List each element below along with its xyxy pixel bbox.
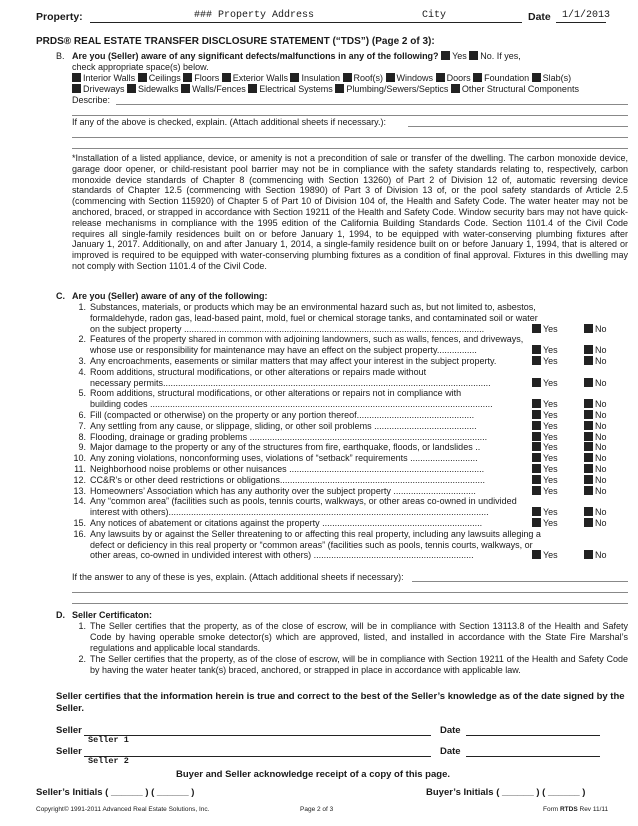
seller-label: Seller xyxy=(56,725,82,736)
yes-checkbox[interactable] xyxy=(532,453,541,462)
yes-no-group xyxy=(532,486,628,497)
no-label: No xyxy=(595,550,607,561)
yes-checkbox[interactable] xyxy=(441,51,450,60)
question-number: 3. xyxy=(78,356,86,366)
yes-option[interactable] xyxy=(532,475,558,486)
no-label: No xyxy=(595,474,607,485)
yes-label: Yes xyxy=(543,420,558,431)
copyright: Copyright© 1991-2011 Advanced Real Estate Solutions, Inc. xyxy=(36,806,210,813)
question-row xyxy=(72,367,628,389)
yes-checkbox[interactable] xyxy=(532,410,541,419)
question-text: Any lawsuits by or against the Seller threatening to or affecting this real property, including any lawsuits alleging a xyxy=(90,528,541,539)
certification-item xyxy=(72,621,628,653)
item-text: The Seller certifies that the property, as of the close of escrow, will be in compliance with Section 13113.8 of the Health and Safety Code by having operable smoke detector(s) which are approved, listed, and installed in accordance with the State Fire Marshal’s regulations and applicable local standards. xyxy=(90,621,628,653)
no-label: No xyxy=(595,431,607,442)
yes-label: Yes xyxy=(543,485,558,496)
explain-label: If any of the above is checked, explain. (Attach additional sheets if necessary.): xyxy=(72,117,387,127)
explain-line[interactable] xyxy=(72,592,628,593)
yes-no-group xyxy=(532,432,628,443)
item-label: Windows xyxy=(396,73,434,83)
question-text: Major damage to the property or any of the structures from fire, earthquake, floods, or landslides .. xyxy=(90,442,481,453)
question-number: 1. xyxy=(78,302,86,312)
property-line xyxy=(90,22,522,23)
date-label: Date xyxy=(440,725,461,736)
yes-option[interactable] xyxy=(532,399,558,410)
question-row xyxy=(72,334,628,356)
item-label: Insulation xyxy=(301,73,340,83)
question-text: Homeowners’ Association which has any authority over the subject property ................................. xyxy=(90,485,476,496)
buyer-initials[interactable]: Buyer’s Initials ( ______ ) ( ______ ) xyxy=(426,787,586,798)
form-id xyxy=(543,806,608,813)
no-label: No xyxy=(595,410,607,420)
no-checkbox[interactable] xyxy=(584,324,593,333)
item-label: Floors xyxy=(194,73,220,83)
yes-option[interactable] xyxy=(532,464,558,475)
checkbox[interactable] xyxy=(72,84,81,93)
property-address[interactable]: ### Property Address xyxy=(194,10,315,21)
explain-line[interactable] xyxy=(72,137,628,138)
checkbox[interactable] xyxy=(183,73,192,82)
checkbox[interactable] xyxy=(451,84,460,93)
yes-no-group xyxy=(532,518,628,529)
seller-2-date-line[interactable] xyxy=(466,756,600,757)
no-label: No xyxy=(595,453,607,464)
question-text: necessary permits................................................................................................................................... xyxy=(90,377,491,388)
no-checkbox[interactable] xyxy=(584,356,593,365)
question-row xyxy=(72,518,628,529)
yes-checkbox[interactable] xyxy=(532,518,541,527)
question-text: on the subject property ........................................................................................................................ xyxy=(90,323,485,334)
section-c-heading: Are you (Seller) aware of any of the following: xyxy=(72,291,268,301)
checkbox[interactable] xyxy=(335,84,344,93)
yes-checkbox[interactable] xyxy=(532,486,541,495)
no-option[interactable] xyxy=(584,453,607,464)
yes-no-group xyxy=(532,421,628,432)
item-label: Other Structural Components xyxy=(461,84,579,94)
date-value[interactable]: 1/1/2013 xyxy=(562,10,611,21)
seller-1-name: Seller 1 xyxy=(88,735,129,745)
item-label: Exterior Walls xyxy=(232,73,288,83)
yes-label: Yes xyxy=(543,518,558,528)
yes-no-group xyxy=(532,550,628,561)
question-number: 5. xyxy=(78,388,86,399)
item-label: Slab(s) xyxy=(542,73,572,83)
question-number: 2. xyxy=(78,334,86,345)
no-label: No xyxy=(595,323,607,334)
no-checkbox[interactable] xyxy=(584,550,593,559)
question-number: 12. xyxy=(73,474,86,485)
question-number: 11. xyxy=(74,464,86,474)
question-row xyxy=(72,432,628,443)
question-text: building codes ......................................................................................................................................... xyxy=(90,399,493,410)
yes-option[interactable] xyxy=(532,356,558,367)
no-option[interactable] xyxy=(584,486,607,497)
question-row xyxy=(72,453,628,464)
explain-line[interactable] xyxy=(412,581,628,582)
seller-label: Seller xyxy=(56,746,82,757)
checkbox[interactable] xyxy=(138,73,147,82)
section-c-letter: C. xyxy=(56,291,65,301)
question-number: 6. xyxy=(78,410,86,420)
question-row xyxy=(72,302,628,334)
no-label: No. If yes, xyxy=(480,51,521,61)
yes-label: Yes xyxy=(543,356,558,366)
no-checkbox[interactable] xyxy=(584,345,593,354)
certification-item xyxy=(72,654,628,686)
yes-checkbox[interactable] xyxy=(532,399,541,408)
item-label: Foundation xyxy=(484,73,530,83)
yes-no-group xyxy=(532,399,628,410)
question-text: interest with others)................................................................................................................................ xyxy=(90,507,489,518)
yes-checkbox[interactable] xyxy=(532,421,541,430)
yes-checkbox[interactable] xyxy=(532,550,541,559)
item-text: The Seller certifies that the property, as of the close of escrow, will be in compliance with Section 19211 of the Health and Safety Code by having the water heater tank(s) braced, anchored, or strapped in place in accordance with applicable law. xyxy=(90,654,628,675)
section-d-heading: Seller Certificaton: xyxy=(72,610,153,620)
date-line xyxy=(556,22,606,23)
yes-no-group xyxy=(532,378,628,389)
no-option[interactable] xyxy=(584,345,607,356)
seller-2-name: Seller 2 xyxy=(88,756,129,766)
checkbox[interactable] xyxy=(473,73,482,82)
question-text: whose use or responsibility for maintenance may have an effect on the subject property................ xyxy=(90,345,477,356)
no-option[interactable] xyxy=(584,518,607,529)
yes-no-group xyxy=(532,345,628,356)
question-text: Any notices of abatement or citations against the property ................................................................ xyxy=(90,518,483,528)
question-text: Fill (compacted or otherwise) on the property or any portion thereof............................................... xyxy=(90,410,475,420)
yes-option[interactable] xyxy=(532,378,558,389)
yes-label: Yes xyxy=(543,345,558,356)
no-option[interactable] xyxy=(584,507,607,518)
item-label: Electrical Systems xyxy=(259,84,333,94)
no-checkbox[interactable] xyxy=(584,399,593,408)
item-number: 1. xyxy=(78,621,86,631)
yes-option[interactable] xyxy=(532,550,558,561)
question-text: Any settling from any cause, or slippage, sliding, or other soil problems ......................................... xyxy=(90,420,477,431)
no-checkbox[interactable] xyxy=(584,507,593,516)
checkbox[interactable] xyxy=(436,73,445,82)
yes-option[interactable] xyxy=(532,507,558,518)
no-checkbox[interactable] xyxy=(584,442,593,451)
section-b-question xyxy=(72,51,628,62)
no-label: No xyxy=(595,485,607,496)
no-label: No xyxy=(595,420,607,431)
yes-option[interactable] xyxy=(532,486,558,497)
no-checkbox[interactable] xyxy=(584,453,593,462)
question-row xyxy=(72,529,628,561)
question-text: Room additions, structural modifications, or other alterations or repairs not in compliance with xyxy=(90,388,462,399)
checkbox[interactable] xyxy=(222,73,231,82)
no-option[interactable] xyxy=(584,432,607,443)
yes-no-group xyxy=(532,464,628,475)
yes-checkbox[interactable] xyxy=(532,432,541,441)
question-text: CC&R’s or other deed restrictions or obligations.................................................................................. xyxy=(90,474,485,485)
question-row xyxy=(72,388,628,410)
question-text: Neighborhood noise problems or other nuisances .............................................................................. xyxy=(90,464,485,474)
property-label: Property: xyxy=(36,11,83,23)
question-number: 10. xyxy=(73,453,86,464)
yes-checkbox[interactable] xyxy=(532,475,541,484)
question-row xyxy=(72,410,628,421)
no-checkbox[interactable] xyxy=(584,410,593,419)
no-label: No xyxy=(595,399,607,410)
question-text: Room additions, structural modifications, or other alterations or repairs made without xyxy=(90,366,427,377)
yes-label: Yes xyxy=(543,474,558,485)
no-option[interactable] xyxy=(584,324,607,335)
no-option[interactable] xyxy=(584,464,607,475)
seller-1-date-line[interactable] xyxy=(466,735,600,736)
no-label: No xyxy=(595,507,607,518)
yes-no-group xyxy=(532,475,628,486)
checkbox[interactable] xyxy=(532,73,541,82)
checkbox[interactable] xyxy=(181,84,190,93)
question-text: Any encroachments, easements or similar matters that may affect your interest in the subject property. xyxy=(90,356,497,366)
item-label: Ceilings xyxy=(148,73,181,83)
question-number: 13. xyxy=(73,485,86,496)
yes-label: Yes xyxy=(543,410,558,420)
yes-label: Yes xyxy=(543,442,558,453)
no-label: No xyxy=(595,356,607,366)
question-row xyxy=(72,486,628,497)
check-line: check appropriate space(s) below. xyxy=(72,62,209,72)
no-checkbox[interactable] xyxy=(584,464,593,473)
question-number: 8. xyxy=(78,431,86,442)
question-row xyxy=(72,464,628,475)
item-label: Plumbing/Sewers/Septics xyxy=(346,84,449,94)
no-option[interactable] xyxy=(584,356,607,367)
question-row xyxy=(72,421,628,432)
no-option[interactable] xyxy=(584,475,607,486)
no-option[interactable] xyxy=(584,399,607,410)
item-number: 2. xyxy=(78,654,86,664)
question-number: 16. xyxy=(73,528,86,539)
no-checkbox[interactable] xyxy=(584,486,593,495)
question-text: Any zoning violations, nonconforming uses, violations of “setback” requirements ........................... xyxy=(90,453,478,464)
no-checkbox[interactable] xyxy=(584,475,593,484)
date-label: Date xyxy=(440,746,461,757)
form-prefix: Form xyxy=(543,806,559,813)
item-label: Interior Walls xyxy=(83,73,136,83)
items-line-2 xyxy=(72,84,628,95)
checkbox[interactable] xyxy=(127,84,136,93)
question-text: Any “common area” (facilities such as pools, tennis courts, walkways, or other areas co-owned in undivided xyxy=(90,496,517,507)
no-checkbox[interactable] xyxy=(584,378,593,387)
yes-label: Yes xyxy=(543,453,558,464)
checkbox[interactable] xyxy=(290,73,299,82)
yes-no-group xyxy=(532,507,628,518)
seller-2-signature-line[interactable] xyxy=(84,756,431,757)
seller-certification: Seller certifies that the information herein is true and correct to the best of the Seller’s knowledge as of the date signed by the Seller. xyxy=(56,691,625,714)
installation-footnote: *Installation of a listed appliance, device, or amenity is not a precondition of sale or transfer of the dwelling. The carbon monoxide device, garage door opener, or child-resistant pool barrier may not be in compliance with the safety standards relating to, respectively, carbon monoxide device standards of Chapter 8 (commencing with Section 13260) of Part 2 of Division 12 of, automatic reversing device standards of Chapter 12.5 (commencing with Section 19890) of Part 3 of Division 13 of, or the pool safety standards of Article 2.5 (commencing with Section 115920) of Chapter 5 of Part 10 of Division 104 of, the Health and Safety Code. The water heater may not be anchored, braced, or strapped in accordance with Section 19211 of the Health and Safety Code. Window security bars may not have quick-release mechanisms in compliance with the 1995 edition of the California Building Standards Code. Section 1101.4 of the Civil Code requires all single-family residences built on or before January 1, 1994, to be equipped with water-conserving plumbing fixtures after January 1, 2017. Additionally, on and after January 1, 2014, a single-family residence built on or before January 1, 1994, that is altered or improved is required to be equipped with water-conserving plumbing fixtures as a condition of final approval. Fixtures in this dwelling may not comply with Section 1101.4 of the Civil Code. xyxy=(72,153,628,271)
form-revision: Rev 11/11 xyxy=(579,806,609,813)
item-label: Sidewalks xyxy=(138,84,179,94)
describe-line[interactable] xyxy=(116,104,628,105)
property-city[interactable]: City xyxy=(422,10,447,21)
yes-no-group xyxy=(532,442,628,453)
yes-option[interactable] xyxy=(532,432,558,443)
explain-line[interactable] xyxy=(408,126,628,127)
no-option[interactable] xyxy=(584,378,607,389)
question-text: formaldehyde, radon gas, lead-based paint, mold, fuel or chemical storage tanks, and contaminated soil or water xyxy=(90,312,538,323)
checkbox[interactable] xyxy=(248,84,257,93)
yes-no-group xyxy=(532,453,628,464)
section-c-explain-label: If the answer to any of these is yes, explain. (Attach additional sheets if necessary): xyxy=(72,572,404,582)
no-checkbox[interactable] xyxy=(469,51,478,60)
yes-label: Yes xyxy=(543,431,558,442)
yes-option[interactable] xyxy=(532,410,558,421)
no-checkbox[interactable] xyxy=(584,518,593,527)
question-row xyxy=(72,356,628,367)
question-row xyxy=(72,442,628,453)
yes-option[interactable] xyxy=(532,345,558,356)
items-line-1 xyxy=(72,73,628,84)
yes-label: Yes xyxy=(543,323,558,334)
no-option[interactable] xyxy=(584,550,607,561)
explain-line[interactable] xyxy=(72,603,628,604)
no-option[interactable] xyxy=(584,442,607,453)
item-label: Driveways xyxy=(83,84,125,94)
question-number: 4. xyxy=(78,366,86,377)
yes-checkbox[interactable] xyxy=(532,507,541,516)
no-label: No xyxy=(595,464,607,474)
item-label: Doors xyxy=(446,73,471,83)
page-title: PRDS® REAL ESTATE TRANSFER DISCLOSURE STATEMENT (“TDS”) (Page 2 of 3): xyxy=(36,36,435,47)
no-checkbox[interactable] xyxy=(584,432,593,441)
yes-option[interactable] xyxy=(532,421,558,432)
page-number: Page 2 of 3 xyxy=(300,806,334,813)
yes-no-group xyxy=(532,410,628,421)
question-number: 9. xyxy=(78,442,86,453)
yes-checkbox[interactable] xyxy=(532,378,541,387)
question-text: defect or deficiency in this real property or “common areas” (facilities such as pools, tennis courts, walkways, or xyxy=(90,539,533,550)
section-d-letter: D. xyxy=(56,610,65,620)
no-checkbox[interactable] xyxy=(584,421,593,430)
no-option[interactable] xyxy=(584,410,607,421)
question-text: Features of the property shared in common with adjoining landowners, such as walls, fences, and driveways, xyxy=(90,334,524,345)
yes-option[interactable] xyxy=(532,324,558,335)
describe-line[interactable] xyxy=(72,115,628,116)
yes-checkbox[interactable] xyxy=(532,356,541,365)
question-number: 7. xyxy=(78,420,86,431)
no-label: No xyxy=(595,345,607,356)
describe-label: Describe: xyxy=(72,95,111,105)
section-b-question-text: Are you (Seller) aware of any significant defects/malfunctions in any of the following? xyxy=(72,51,439,61)
question-text: Substances, materials, or products which may be an environmental hazard such as, but not limited to, asbestos, xyxy=(90,302,536,312)
question-row xyxy=(72,496,628,518)
yes-checkbox[interactable] xyxy=(532,464,541,473)
checkbox[interactable] xyxy=(386,73,395,82)
question-text: Flooding, drainage or grading problems ............................................................................................... xyxy=(90,431,488,442)
yes-label: Yes xyxy=(543,377,558,388)
seller-initials[interactable]: Seller’s Initials ( ______ ) ( ______ ) xyxy=(36,787,195,798)
checkbox[interactable] xyxy=(72,73,81,82)
yes-label: Yes xyxy=(452,51,467,61)
yes-label: Yes xyxy=(543,399,558,410)
question-text: other areas, co-owned in undivided interest with others) ................................................................ xyxy=(90,550,474,561)
item-label: Roof(s) xyxy=(353,73,384,83)
date-label: Date xyxy=(528,11,551,23)
question-number: 15. xyxy=(73,518,86,528)
no-label: No xyxy=(595,377,607,388)
seller-1-signature-line[interactable] xyxy=(84,735,431,736)
yes-label: Yes xyxy=(543,550,558,561)
no-option[interactable] xyxy=(584,421,607,432)
explain-line[interactable] xyxy=(72,148,628,149)
question-number: 14. xyxy=(73,496,86,507)
yes-option[interactable] xyxy=(532,453,558,464)
yes-no-group xyxy=(532,356,628,367)
yes-option[interactable] xyxy=(532,518,558,529)
form-code: RTDS xyxy=(559,806,578,813)
yes-no-group xyxy=(532,324,628,335)
question-row xyxy=(72,475,628,486)
no-label: No xyxy=(595,442,607,453)
yes-option[interactable] xyxy=(532,442,558,453)
item-label: Walls/Fences xyxy=(192,84,246,94)
checkbox[interactable] xyxy=(343,73,352,82)
yes-checkbox[interactable] xyxy=(532,345,541,354)
yes-checkbox[interactable] xyxy=(532,324,541,333)
no-label: No xyxy=(595,518,607,528)
page-header xyxy=(36,9,611,25)
yes-label: Yes xyxy=(543,507,558,518)
yes-checkbox[interactable] xyxy=(532,442,541,451)
section-b-letter: B. xyxy=(56,51,65,61)
yes-label: Yes xyxy=(543,464,558,474)
acknowledge-receipt: Buyer and Seller acknowledge receipt of a copy of this page. xyxy=(176,769,450,780)
